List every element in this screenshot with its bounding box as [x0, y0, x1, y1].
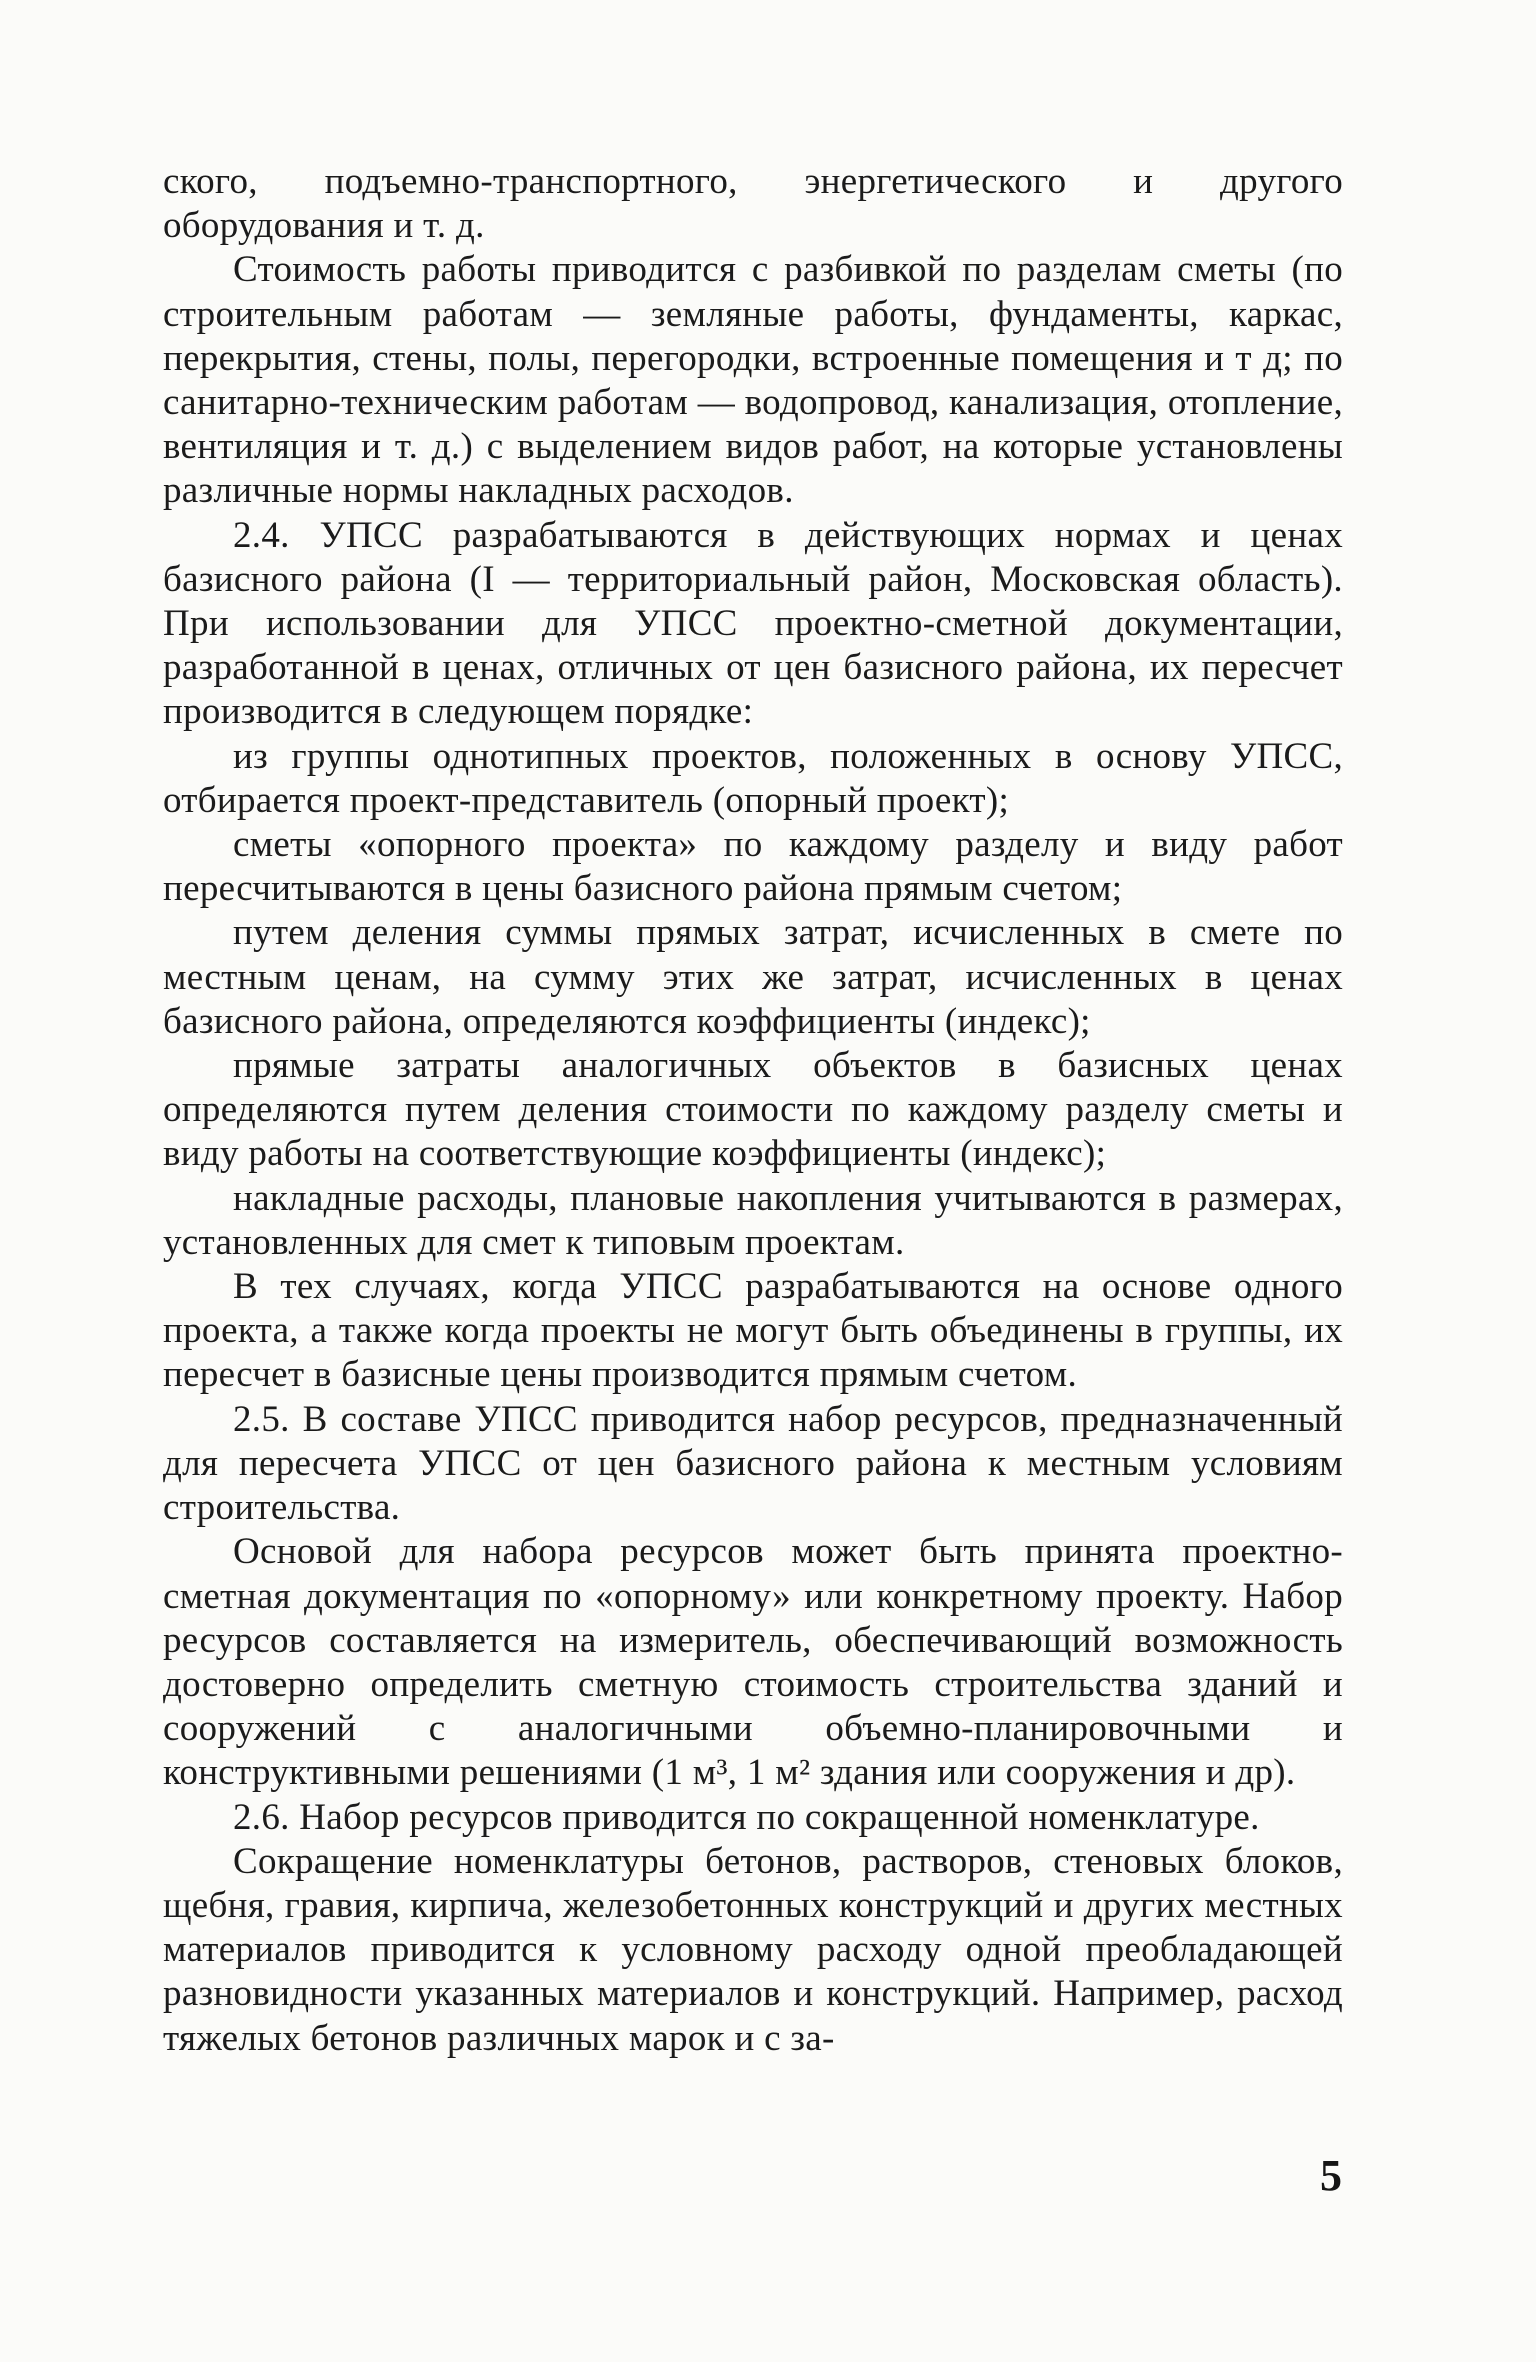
- paragraph-list-item-2: сметы «опорного проекта» по каждому разделу и виду работ пересчитываются в цены базисного района прямым счетом;: [163, 824, 1343, 910]
- paragraph-resource-basis: Основой для набора ресурсов может быть принята проектно-сметная документация по «опорному» или конкретному проекту. Набор ресурсов составляется на измеритель, обеспечивающий возможность достоверно определить сметную стоимость строительства зданий и сооружений с аналогичными объемно-планировочными и конструктивными решениями (1 м³, 1 м² здания или сооружения и др).: [163, 1531, 1343, 1794]
- page-number: 5: [1320, 2151, 1342, 2200]
- paragraph-cost-breakdown: Стоимость работы приводится с разбивкой по разделам сметы (по строительным работам — земляные работы, фундаменты, каркас, перекрытия, стены, полы, перегородки, встроенные помещения и т д; по санитарно-техническим работам — водопровод, канализация, отопление, вентиляция и т. д.) с выделением видов работ, на которые установлены различные нормы накладных расходов.: [163, 249, 1343, 512]
- paragraph-list-item-1: из группы однотипных проектов, положенных в основу УПСС, отбирается проект-представитель (опорный проект);: [163, 735, 1343, 821]
- paragraph-continued: ского, подъемно-транспортного, энергетического и другого оборудования и т. д.: [163, 161, 1343, 247]
- body-text: [163, 160, 1343, 2061]
- paragraph-list-item-5: накладные расходы, плановые накопления учитываются в размерах, установленных для смет к типовым проектам.: [163, 1177, 1343, 1263]
- paragraph-single-project: В тех случаях, когда УПСС разрабатываются на основе одного проекта, а также когда проекты не могут быть объединены в группы, их пересчет в базисные цены производится прямым счетом.: [163, 1266, 1343, 1396]
- paragraph-section-2-4: 2.4. УПСС разрабатываются в действующих нормах и ценах базисного района (I — территориальный район, Московская область). При использовании для УПСС проектно-сметной документации, разработанной в ценах, отличных от цен базисного района, их пересчет производится в следующем порядке:: [163, 514, 1343, 733]
- paragraph-section-2-5: 2.5. В составе УПСС приводится набор ресурсов, предназначенный для пересчета УПСС от цен базисного района к местным условиям строительства.: [163, 1398, 1343, 1529]
- paragraph-nomenclature-reduction: Сокращение номенклатуры бетонов, растворов, стеновых блоков, щебня, гравия, кирпича, железобетонных конструкций и других местных материалов приводится к условному расходу одной преобладающей разновидности указанных материалов и конструкций. Например, расход тяжелых бетонов различных марок и с за-: [163, 1840, 1343, 2059]
- paragraph-list-item-3: путем деления суммы прямых затрат, исчисленных в смете по местным ценам, на сумму этих же затрат, исчисленных в ценах базисного района, определяются коэффициенты (индекс);: [163, 912, 1343, 1042]
- paragraph-section-2-6: 2.6. Набор ресурсов приводится по сокращенной номенклатуре.: [233, 1796, 1260, 1838]
- paragraph-list-item-4: прямые затраты аналогичных объектов в базисных ценах определяются путем деления стоимости по каждому разделу сметы и виду работы на соответствующие коэффициенты (индекс);: [163, 1045, 1343, 1175]
